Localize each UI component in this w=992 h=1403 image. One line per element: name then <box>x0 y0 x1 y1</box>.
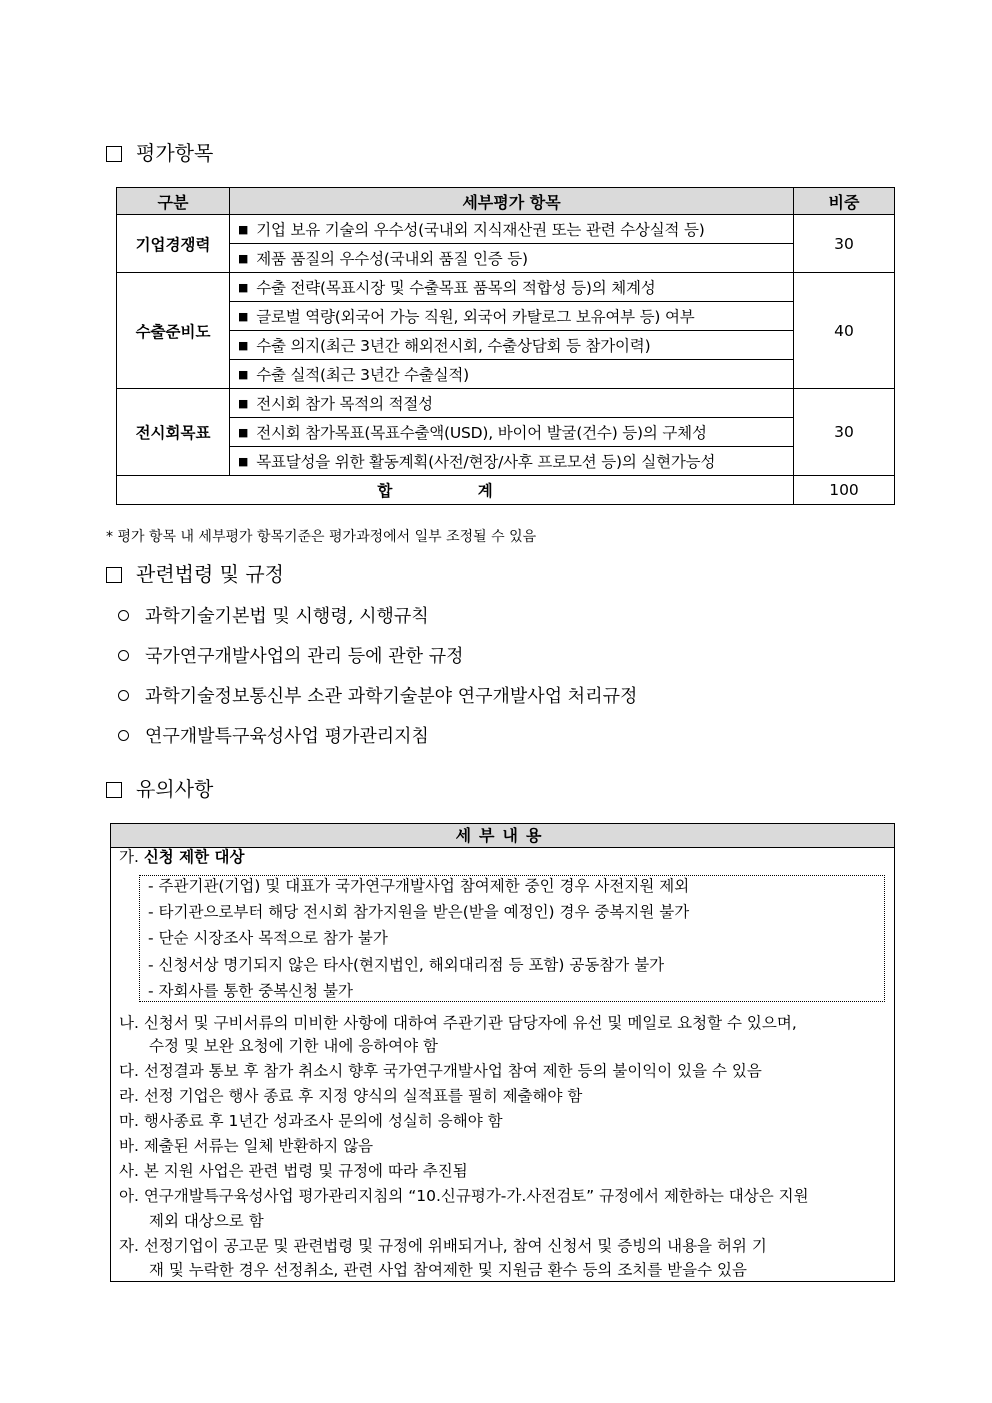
square-bullet-icon: ■ <box>238 252 249 265</box>
notice-item-na-cont: 수정 및 보완 요청에 기한 내에 응하여야 함 <box>149 1037 439 1055</box>
item-cell: ■ 전시회 참가목표(목표수출액(USD), 바이어 발굴(건수) 등)의 구체성 <box>230 418 794 447</box>
table-row <box>117 331 895 360</box>
table-row <box>117 302 895 331</box>
item-cell: ■ 수출 의지(최근 3년간 해외전시회, 수출상담회 등 참가이력) <box>230 331 794 360</box>
category-cell: 기업경쟁력 <box>117 215 230 273</box>
table-row <box>117 215 895 244</box>
item-cell: ■ 기업 보유 기술의 우수성(국내외 지식재산권 또는 관련 수상실적 등) <box>230 215 794 244</box>
notice-item-ba: 바. 제출된 서류는 일체 반환하지 않음 <box>119 1137 374 1155</box>
list-item: - 자회사를 통한 중복신청 불가 <box>148 982 353 1000</box>
notice-item-a: 아. 연구개발특구육성사업 평가관리지침의 “10.신규평가-가.사전검토” 규정에서 제한하는 대상은 지원 <box>119 1187 809 1205</box>
section-title-laws: 관련법령 및 규정 <box>106 561 284 587</box>
header-category: 구분 <box>117 188 230 215</box>
law-item: 연구개발특구육성사업 평가관리지침 <box>118 722 429 748</box>
circle-bullet-icon <box>118 690 129 701</box>
notice-item-da: 다. 선정결과 통보 후 참가 취소시 향후 국가연구개발사업 참여 제한 등의 불이익이 있을 수 있음 <box>119 1062 762 1080</box>
list-item: - 타기관으로부터 해당 전시회 참가지원을 받은(받을 예정인) 경우 중복지원 불가 <box>148 903 690 921</box>
table-row <box>117 418 895 447</box>
weight-cell: 30 <box>794 215 895 273</box>
item-cell: ■ 수출 실적(최근 3년간 수출실적) <box>230 360 794 389</box>
list-item: - 단순 시장조사 목적으로 참가 불가 <box>148 929 388 947</box>
square-bullet-icon <box>106 146 122 162</box>
square-bullet-icon: ■ <box>238 397 249 410</box>
notice-item-na: 나. 신청서 및 구비서류의 미비한 사항에 대하여 주관기관 담당자에 유선 및 메일로 요청할 수 있으며, <box>119 1014 797 1032</box>
square-bullet-icon: ■ <box>238 455 249 468</box>
item-cell: ■ 수출 전략(목표시장 및 수출목표 품목의 적합성 등)의 체계성 <box>230 273 794 302</box>
section-title-evaluation: 평가항목 <box>106 140 213 166</box>
restriction-list <box>139 875 885 1002</box>
notice-item-ja-cont: 재 및 누락한 경우 선정취소, 관련 사업 참여제한 및 지원금 환수 등의 조치를 받을수 있음 <box>149 1261 747 1279</box>
square-bullet-icon <box>106 782 122 798</box>
square-bullet-icon: ■ <box>238 223 249 236</box>
circle-bullet-icon <box>118 610 129 621</box>
notice-item-a-cont: 제외 대상으로 함 <box>149 1212 264 1230</box>
table-row <box>117 389 895 418</box>
item-cell: ■ 목표달성을 위한 활동계획(사전/현장/사후 프로모션 등)의 실현가능성 <box>230 447 794 476</box>
notice-header: 세부내용 <box>111 824 894 848</box>
square-bullet-icon: ■ <box>238 310 249 323</box>
evaluation-table <box>116 187 895 505</box>
law-item: 과학기술정보통신부 소관 과학기술분야 연구개발사업 처리규정 <box>118 682 637 708</box>
circle-bullet-icon <box>118 650 129 661</box>
law-item: 국가연구개발사업의 관리 등에 관한 규정 <box>118 642 463 668</box>
notice-box <box>110 823 895 1282</box>
table-row <box>117 244 895 273</box>
table-row <box>117 360 895 389</box>
law-item: 과학기술기본법 및 시행령, 시행규칙 <box>118 602 429 628</box>
header-items: 세부평가 항목 <box>230 188 794 215</box>
notice-item-sa: 사. 본 지원 사업은 관련 법령 및 규정에 따라 추진됨 <box>119 1162 468 1180</box>
square-bullet-icon: ■ <box>238 368 249 381</box>
notice-item-ma: 마. 행사종료 후 1년간 성과조사 문의에 성실히 응해야 함 <box>119 1112 503 1130</box>
circle-bullet-icon <box>118 730 129 741</box>
category-cell: 전시회목표 <box>117 389 230 476</box>
total-value: 100 <box>794 476 895 505</box>
weight-cell: 40 <box>794 273 895 389</box>
header-weight: 비중 <box>794 188 895 215</box>
square-bullet-icon: ■ <box>238 426 249 439</box>
total-label: 합 계 <box>117 476 794 505</box>
notice-item-ga: 가. 신청 제한 대상 <box>119 848 245 866</box>
category-cell: 수출준비도 <box>117 273 230 389</box>
section-title-notice: 유의사항 <box>106 776 213 802</box>
weight-cell: 30 <box>794 389 895 476</box>
table-header-row <box>117 188 895 215</box>
table-row <box>117 447 895 476</box>
square-bullet-icon: ■ <box>238 339 249 352</box>
item-cell: ■ 제품 품질의 우수성(국내외 품질 인증 등) <box>230 244 794 273</box>
square-bullet-icon: ■ <box>238 281 249 294</box>
list-item: - 주관기관(기업) 및 대표가 국가연구개발사업 참여제한 중인 경우 사전지원 제외 <box>148 877 690 895</box>
item-cell: ■ 글로벌 역량(외국어 가능 직원, 외국어 카탈로그 보유여부 등) 여부 <box>230 302 794 331</box>
item-cell: ■ 전시회 참가 목적의 적절성 <box>230 389 794 418</box>
list-item: - 신청서상 명기되지 않은 타사(현지법인, 해외대리점 등 포함) 공동참가 불가 <box>148 956 665 974</box>
evaluation-note: * 평가 항목 내 세부평가 항목기준은 평가과정에서 일부 조정될 수 있음 <box>106 529 537 545</box>
notice-item-ja: 자. 선정기업이 공고문 및 관련법령 및 규정에 위배되거나, 참여 신청서 및 증빙의 내용을 허위 기 <box>119 1237 767 1255</box>
notice-item-ra: 라. 선정 기업은 행사 종료 후 지정 양식의 실적표를 필히 제출해야 함 <box>119 1087 583 1105</box>
square-bullet-icon <box>106 567 122 583</box>
total-row <box>117 476 895 505</box>
table-row <box>117 273 895 302</box>
